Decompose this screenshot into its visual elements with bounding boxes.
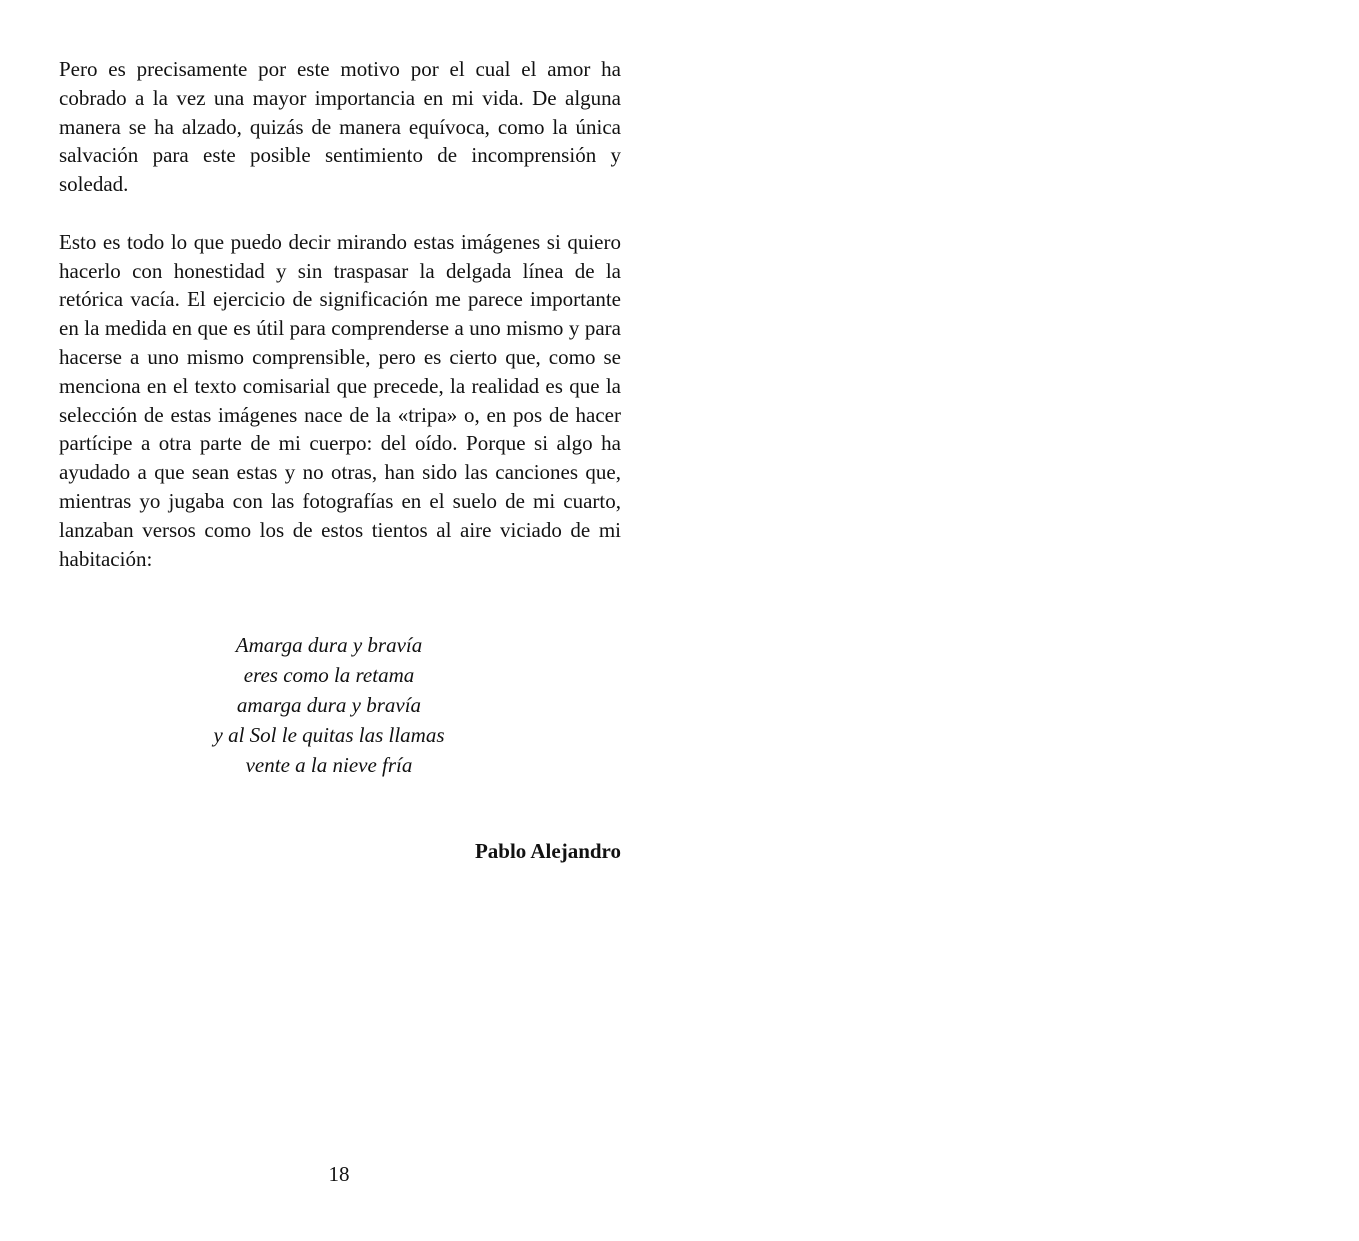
verse-line: vente a la nieve fría <box>245 753 413 777</box>
body-text <box>59 55 621 573</box>
paragraph: Pero es precisamente por este motivo por el cual el amor ha cobrado a la vez una mayor importancia en mi vida. De alguna manera se ha alzado, quizás de manera equívoca, como la única salvación para este posible sentimiento de incomprensión y soledad. <box>59 57 621 197</box>
verse-line: eres como la retama <box>243 663 415 687</box>
verse-line: amarga dura y bravía <box>236 693 422 717</box>
verse-quote <box>59 630 599 780</box>
verse-line: y al Sol le quitas las llamas <box>213 723 445 747</box>
page-number: 18 <box>328 1162 350 1186</box>
author-signature: Pablo Alejandro <box>474 839 621 863</box>
verse-line: Amarga dura y bravía <box>235 633 423 657</box>
paragraph: Esto es todo lo que puedo decir mirando estas imágenes si quiero hacerlo con honestidad y sin traspasar la delgada línea de la retórica vacía. El ejercicio de significación me parece importante en la medida en que es útil para comprenderse a uno mismo y para hacerse a uno mismo comprensible, pero es cierto que, como se menciona en el texto comisarial que precede, la realidad es que la selección de estas imágenes nace de la «tripa» o, en pos de hacer partícipe a otra parte de mi cuerpo: del oído. Porque si algo ha ayudado a que sean estas y no otras, han sido las canciones que, mientras yo jugaba con las fotografías en el suelo de mi cuarto, lanzaban versos como los de estos tientos al aire viciado de mi habitación: <box>59 229 621 571</box>
